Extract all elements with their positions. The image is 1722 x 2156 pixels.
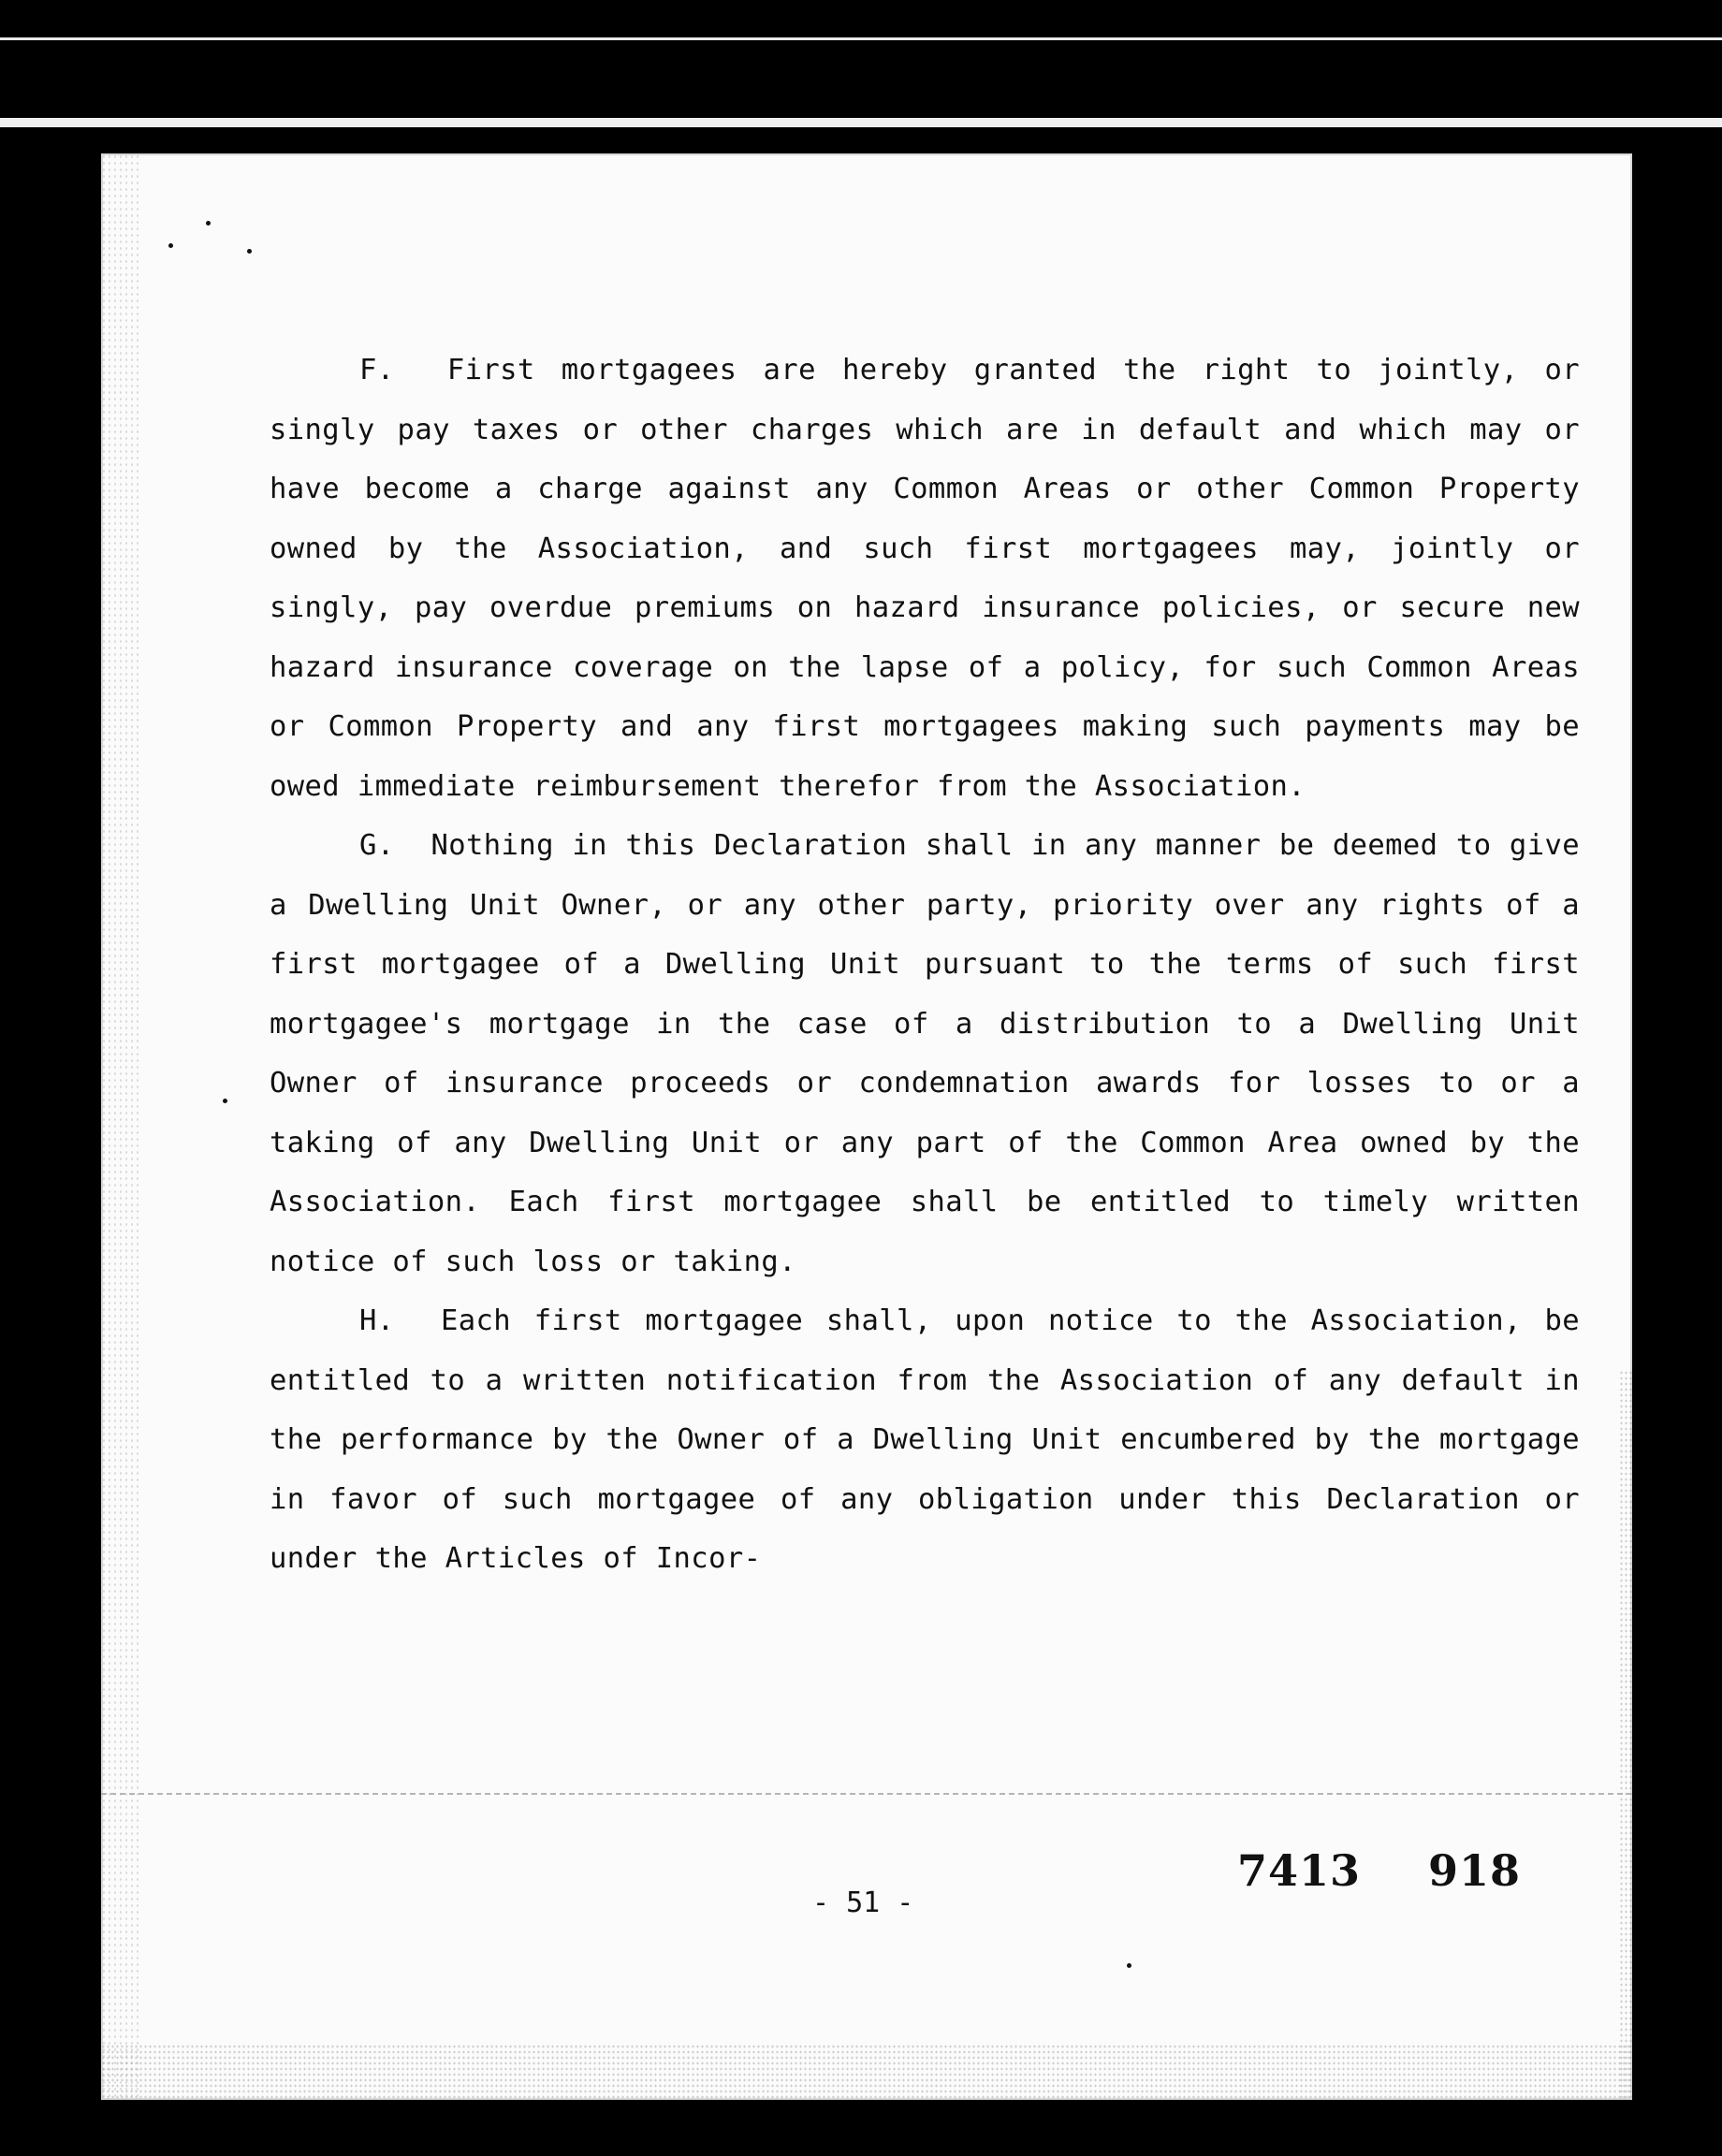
- paragraph-g: [270, 816, 1580, 1291]
- paragraph-text: Each first mortgagee shall, upon notice to the Association, be entitled to a written notification from the Association of any default in the performance by the Owner of a Dwelling Unit encumbered by the mortgage in favor of such mortgagee of any obligation under this Declaration or under the Articles of Incor-: [270, 1304, 1580, 1575]
- scanned-page: [101, 153, 1632, 2100]
- scan-noise-bottom: [101, 2044, 1632, 2100]
- scan-dot: [247, 249, 252, 254]
- scan-noise-left: [101, 153, 139, 2100]
- paragraph-h: [270, 1291, 1580, 1589]
- top-edge-rule: [0, 118, 1722, 127]
- scan-dot: [1127, 1963, 1131, 1968]
- scan-dot: [223, 1099, 227, 1103]
- page-number: - 51 -: [812, 1886, 914, 1919]
- scanner-top-band: [0, 0, 1722, 120]
- document-body: [270, 341, 1580, 1589]
- paragraph-label: F.: [359, 354, 395, 386]
- paragraph-text: Nothing in this Declaration shall in any manner be deemed to give a Dwelling Unit Owner, or any other party, priority over any rights of a first mortgagee of a Dwelling Unit pursuant to the terms of such first mortgagee's mortgage in the case of a distribution to a Dwelling Unit Owner of insurance proceeds or condemnation awards for losses to or a taking of any Dwelling Unit or any part of the Common Area owned by the Association. Each first mortgagee shall be entitled to timely written notice of such loss or taking.: [270, 829, 1580, 1278]
- scan-dot: [206, 221, 211, 226]
- top-rule: [0, 37, 1722, 40]
- paragraph-label: H.: [359, 1304, 395, 1337]
- scan-noise-right: [1619, 1370, 1632, 2100]
- paragraph-f: [270, 341, 1580, 816]
- scan-artifact-line: [101, 1793, 1632, 1795]
- paragraph-text: First mortgagees are hereby granted the right to jointly, or singly pay taxes or other charges which are in default and which may or have become a charge against any Common Areas or other Common Property owned by the Association, and such first mortgagees may, jointly or singly, pay overdue premiums on hazard insurance policies, or secure new hazard insurance coverage on the lapse of a policy, for such Common Areas or Common Property and any first mortgagees making such payments may be owed immediate reimbursement therefor from the Association.: [270, 354, 1580, 803]
- recording-stamp-page: 918: [1428, 1845, 1522, 1896]
- recording-stamp-book: 7413: [1237, 1845, 1362, 1896]
- paragraph-label: G.: [359, 829, 395, 862]
- scan-dot: [168, 243, 173, 248]
